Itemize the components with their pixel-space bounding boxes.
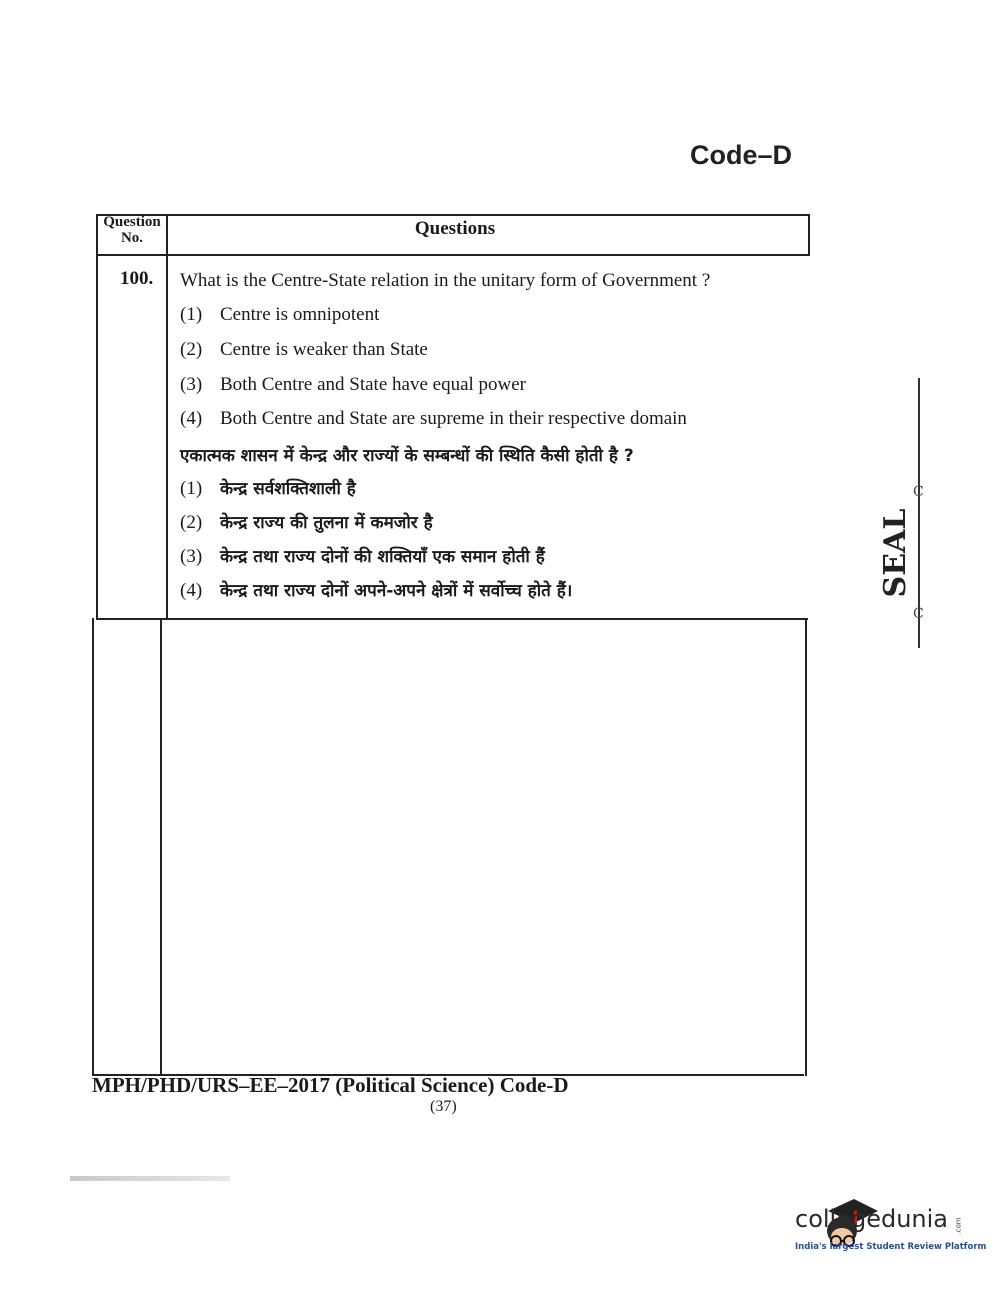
option-text: केन्द्र राज्य की तुलना में कमजोर है [220, 513, 433, 533]
option-number: (4) [180, 408, 203, 429]
question-text-hindi: एकात्मक शासन में केन्द्र और राज्यों के सम्बन्धों की स्थिति कैसी होती है ? [180, 446, 634, 466]
column-header-questions: Questions [414, 218, 496, 239]
svg-text:C: C [913, 484, 924, 500]
paper-footer: MPH/PHD/URS–EE–2017 (Political Science) Code-D [92, 1073, 569, 1097]
seal-stamp [878, 478, 927, 628]
option-number: (1) [180, 304, 203, 325]
option-text: केन्द्र तथा राज्य दोनों अपने-अपने क्षेत्रों में सर्वोच्च होते हैं। [220, 581, 573, 601]
option-en-4 [180, 408, 687, 430]
question-text-english: What is the Centre-State relation in the unitary form of Government ? [180, 270, 711, 291]
option-hi-4 [180, 578, 572, 602]
option-text: Both Centre and State have equal power [220, 374, 527, 395]
paper-code: Code–D [690, 140, 793, 170]
option-en-3 [180, 374, 526, 396]
option-hi-2 [180, 510, 433, 534]
option-en-1 [180, 304, 379, 326]
logo-wordmark: collegedunia [795, 1205, 949, 1233]
column-header-question-no: Question No. [103, 214, 161, 246]
option-en-2 [180, 339, 428, 361]
option-number: (1) [180, 478, 203, 499]
seal-text: SEAL [878, 508, 913, 598]
logo-suffix: .com [954, 1217, 963, 1235]
option-number: (3) [180, 546, 203, 567]
option-hi-3 [180, 544, 545, 568]
option-number: (3) [180, 374, 203, 395]
option-text: Both Centre and State are supreme in their respective domain [220, 408, 687, 429]
option-text: केन्द्र तथा राज्य दोनों की शक्तियाँ एक समान होती हैं [220, 547, 545, 567]
svg-text:C: C [913, 606, 924, 622]
option-text: केन्द्र सर्वशक्तिशाली है [220, 479, 356, 499]
option-text: Centre is omnipotent [220, 304, 380, 325]
page-number: (37) [430, 1098, 457, 1115]
option-number: (2) [180, 339, 203, 360]
scan-smudge [70, 1176, 230, 1181]
option-hi-1 [180, 476, 356, 500]
option-number: (4) [180, 580, 203, 601]
question-number: 100. [120, 268, 154, 289]
logo-tagline: India's largest Student Review Platform [795, 1242, 987, 1252]
option-number: (2) [180, 512, 203, 533]
option-text: Centre is weaker than State [220, 339, 428, 360]
